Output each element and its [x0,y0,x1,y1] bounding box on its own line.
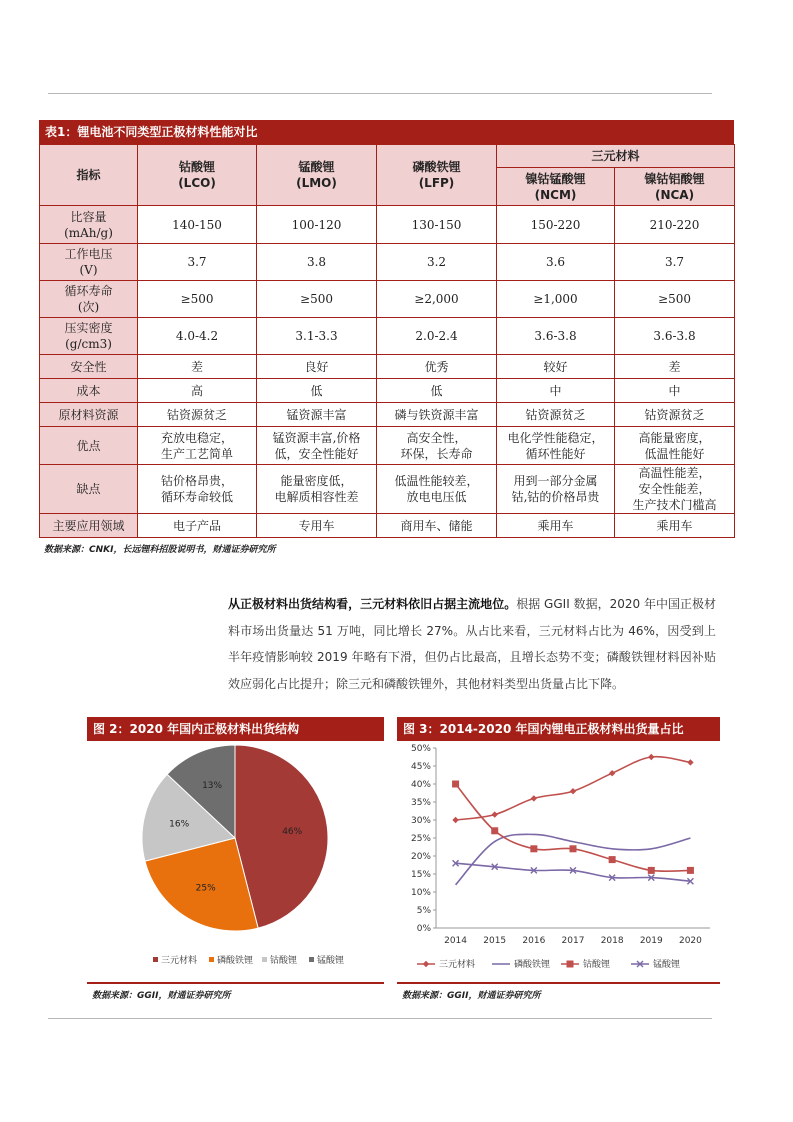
y-tick-label: 15% [410,870,431,880]
table-title: 表1：锂电池不同类型正极材料性能对比 [39,120,734,144]
row-label: 缺点 [40,465,138,514]
table-cell: 高 [138,379,257,403]
row-label: 工作电压 (V) [40,244,138,281]
table-cell: 乘用车 [615,514,735,538]
table-cell: 乘用车 [497,514,615,538]
table-cell: 锰资源丰富 [257,403,377,427]
legend-marker [423,961,429,967]
x-tick-label: 2015 [483,936,507,946]
table-cell: ≥2,000 [377,281,497,318]
table-row [40,427,735,465]
legend-marker [567,961,574,968]
data-point [648,754,654,760]
legend-swatch [309,957,314,962]
y-tick-label: 0% [416,924,431,934]
header-lmo: 锰酸锂 (LMO) [257,145,377,206]
data-point [530,845,537,852]
table-cell: 3.8 [257,244,377,281]
x-tick-label: 2020 [678,936,702,946]
table-cell: 低 [377,379,497,403]
table-cell: 3.7 [615,244,735,281]
table-cell: 150-220 [497,206,615,244]
y-tick-label: 20% [410,852,431,862]
comparison-table [39,144,735,538]
legend-label: 磷酸铁锂 [514,960,551,970]
table-cell: 电化学性能稳定， 循环性能好 [497,427,615,465]
table-cell: 中 [615,379,735,403]
table-cell: 3.1-3.3 [257,318,377,355]
table-row [40,318,735,355]
table-cell: 差 [138,355,257,379]
table-cell: ≥500 [257,281,377,318]
table-row [40,355,735,379]
table-cell: ≥500 [615,281,735,318]
table-cell: 商用车、储能 [377,514,497,538]
y-tick-label: 30% [410,816,431,826]
data-point [687,867,694,874]
x-tick-label: 2016 [522,936,546,946]
header-rule [48,93,712,94]
table-cell: 中 [497,379,615,403]
y-tick-label: 5% [416,906,431,916]
row-label: 原材料资源 [40,403,138,427]
data-point [570,788,576,794]
legend-label: 钴酸锂 [270,956,298,966]
row-label: 循环寿命 (次) [40,281,138,318]
table-cell: 钴价格昂贵， 循环寿命较低 [138,465,257,514]
row-label: 比容量 (mAh/g) [40,206,138,244]
table-cell: 3.7 [138,244,257,281]
table-cell: 充放电稳定， 生产工艺简单 [138,427,257,465]
legend-label: 钴酸锂 [583,960,611,970]
data-point [531,795,537,801]
paragraph-text: 根据 GGII 数据，2020 年中国正极材料市场出货量达 51 万吨，同比增长 27%。从占比来看，三元材料占比为 46%，因受到上半年疫情影响较 2019 年略有下滑，但仍占比最高，且增长态势不变；磷酸铁锂材料因补贴效应弱化占比提升；除三元和磷酸铁锂外，其他材料类型出货量占比下降。 [228,597,716,691]
table-cell: 电子产品 [138,514,257,538]
row-label: 压实密度 (g/cm3) [40,318,138,355]
table-cell: 3.6-3.8 [497,318,615,355]
table-row [40,514,735,538]
header-indicator: 指标 [40,145,138,206]
figure2-title: 图 2：2020 年国内正极材料出货结构 [87,717,384,741]
row-label: 优点 [40,427,138,465]
paragraph-lead: 从正极材料出货结构看，三元材料依旧占据主流地位。 [228,597,517,611]
table-cell: 100-120 [257,206,377,244]
table-row [40,206,735,244]
y-tick-label: 50% [410,744,431,754]
table-cell: 钴资源贫乏 [615,403,735,427]
x-tick-label: 2018 [600,936,624,946]
table-cell: 3.6 [497,244,615,281]
footer-rule [48,1018,712,1019]
table-row [40,244,735,281]
figure2-source: 数据来源：GGII，财通证券研究所 [92,991,231,1001]
legend-label: 锰酸锂 [317,956,345,966]
data-point [491,827,498,834]
table-row [40,403,735,427]
table-cell: 磷与铁资源丰富 [377,403,497,427]
pie-slice-label: 25% [195,883,216,894]
row-label: 成本 [40,379,138,403]
row-label: 主要应用领域 [40,514,138,538]
y-tick-label: 35% [410,798,431,808]
series-line [456,863,691,881]
table-cell: 优秀 [377,355,497,379]
table-cell: 用到一部分金属 钴,钴的价格昂贵 [497,465,615,514]
table-row [40,465,735,514]
x-tick-label: 2014 [444,936,468,946]
table-cell: 能量密度低， 电解质相容性差 [257,465,377,514]
y-tick-label: 25% [410,834,431,844]
figure3-bottom-rule [397,982,720,984]
table-cell: 高安全性， 环保，长寿命 [377,427,497,465]
table-source: 数据来源：CNKI，长远锂科招股说明书，财通证券研究所 [44,545,276,555]
table-cell: 低 [257,379,377,403]
data-point [452,817,458,823]
table-cell: 差 [615,355,735,379]
data-point [492,811,498,817]
table-cell: ≥500 [138,281,257,318]
table-cell: 130-150 [377,206,497,244]
y-tick-label: 40% [410,780,431,790]
header-lfp: 磷酸铁锂 (LFP) [377,145,497,206]
legend-swatch [153,957,158,962]
legend-label: 磷酸铁锂 [217,956,254,966]
header-nca: 镍钴铝酸锂 (NCA) [615,168,735,206]
table-cell: 4.0-4.2 [138,318,257,355]
legend-label: 锰酸锂 [653,960,681,970]
header-lco: 钴酸锂 (LCO) [138,145,257,206]
table-cell: 低温性能较差， 放电电压低 [377,465,497,514]
table-cell: 3.2 [377,244,497,281]
pie-slice-label: 13% [202,781,223,792]
y-tick-label: 45% [410,762,431,772]
pie-slice-label: 16% [169,819,190,830]
table-cell: ≥1,000 [497,281,615,318]
data-point [570,845,577,852]
pie-slice-label: 46% [282,826,303,837]
y-tick-label: 10% [410,888,431,898]
table-cell: 较好 [497,355,615,379]
row-label: 安全性 [40,355,138,379]
figure3-title: 图 3：2014-2020 年国内锂电正极材料出货量占比 [397,717,720,741]
x-tick-label: 2019 [639,936,663,946]
pie-chart [87,741,384,981]
table-cell: 锰资源丰富,价格 低，安全性能好 [257,427,377,465]
body-paragraph [228,591,716,697]
data-point [609,856,616,863]
header-ternary-group: 三元材料 [497,145,735,168]
data-point [609,770,615,776]
line-chart [397,741,720,981]
data-point [648,867,655,874]
data-point [452,781,459,788]
table-row [40,281,735,318]
header-ncm: 镍钴锰酸锂 (NCM) [497,168,615,206]
table-cell: 210-220 [615,206,735,244]
legend-swatch [209,957,214,962]
legend-swatch [262,957,267,962]
table-cell: 专用车 [257,514,377,538]
legend-label: 三元材料 [439,960,476,970]
figure3-source: 数据来源：GGII，财通证券研究所 [402,991,541,1001]
table-cell: 高能量密度， 低温性能好 [615,427,735,465]
figure2-bottom-rule [87,982,384,984]
table-cell: 140-150 [138,206,257,244]
table-cell: 钴资源贫乏 [497,403,615,427]
data-point [687,759,693,765]
table-row [40,379,735,403]
table-cell: 3.6-3.8 [615,318,735,355]
table-cell: 高温性能差， 安全性能差， 生产技术门槛高 [615,465,735,514]
series-line [456,784,691,871]
x-tick-label: 2017 [561,936,585,946]
table-cell: 良好 [257,355,377,379]
table-cell: 钴资源贫乏 [138,403,257,427]
table-cell: 2.0-2.4 [377,318,497,355]
legend-label: 三元材料 [161,956,198,966]
